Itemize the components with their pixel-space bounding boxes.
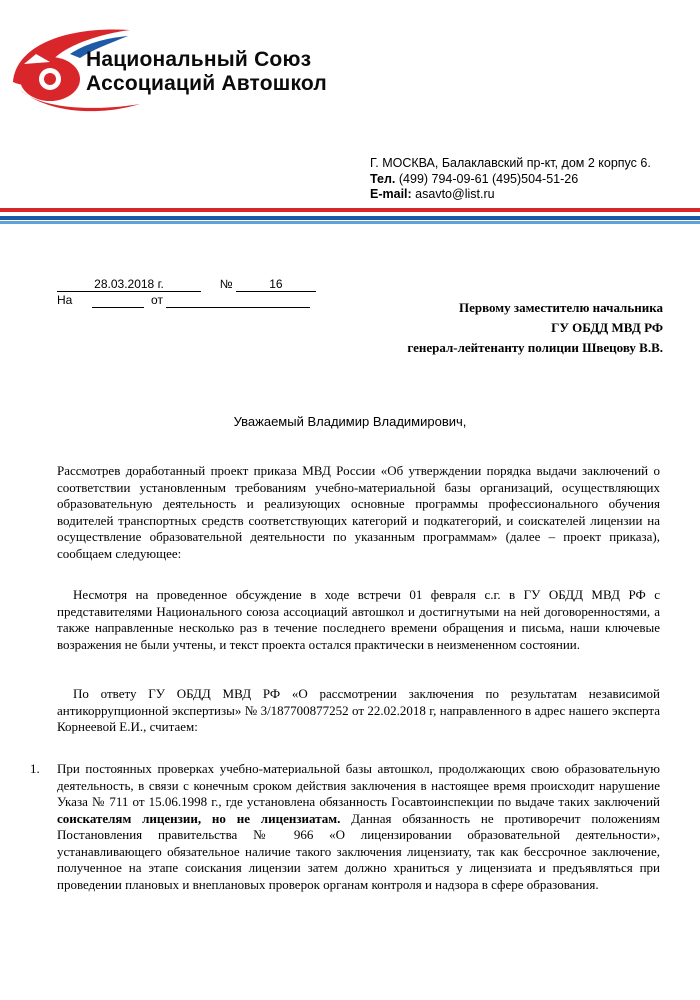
phone-label: Тел. <box>370 171 396 186</box>
paragraph-3: По ответу ГУ ОБДД МВД РФ «О рассмотрении заключения по результатам независимой антикоррупционной экспертизы» № 3/187700877252 от 22.02.2018 г, направленного в адрес нашего эксперта Корнеевой Е.И., считаем: <box>57 686 660 734</box>
email-value: asavto@list.ru <box>415 187 495 201</box>
paragraph-1: Рассмотрев доработанный проект приказа МВД России «Об утверждении порядка выдачи заключений о соответствии установленным требованиям учебно-материальной базы организаций, осуществляющих образовательную деятельность и реализующих основные программы профессионального обучения водителей транспортных средств соответствующих категорий и подкатегорий, и соискателей лицензии на осуществление образовательной деятельности по указанным программам» (далее – проект приказа), сообщаем следующее: <box>57 463 660 561</box>
header-stripe-light-blue <box>0 221 700 224</box>
list-item-number: 1. <box>30 761 40 776</box>
phone-value: (499) 794-09-61 (495)504-51-26 <box>398 171 579 186</box>
incoming-number-blank <box>92 294 144 308</box>
paragraph-2: Несмотря на проведенное обсуждение в ходе встречи 01 февраля с.г. в ГУ ОБДД МВД РФ с представителями Национального союза ассоциаций автошкол и достигнутыми на ней договоренностями, а также направленные несколько раз в течение последнего времени обращения и письма, наши ключевые возражения не были учтены, и текст проекта остался практически в неизмененном состоянии. <box>57 587 660 652</box>
email-line <box>370 187 651 203</box>
outgoing-number: 16 <box>236 278 316 292</box>
outgoing-date: 28.03.2018 г. <box>57 278 201 292</box>
addressee-block <box>407 298 663 358</box>
logo-line-1: Национальный Союз <box>86 48 312 71</box>
number-label: № <box>219 277 233 291</box>
incoming-reference <box>57 293 310 308</box>
email-label: E-mail: <box>370 187 412 201</box>
incoming-date-blank <box>166 294 310 308</box>
list-item-1 <box>57 761 660 893</box>
from-label: от <box>151 293 163 307</box>
addressee-line-2: ГУ ОБДД МВД РФ <box>551 320 663 335</box>
list-item-1-text-a: При постоянных проверках учебно-материальной базы автошкол, продолжающих свою образовательную деятельность, в связи с конечным сроком действия заключения в настоящее время происходит нарушение Указа № 711 от 15.06.1998 г., где установлена обязанность Госавтоинспекции по выдаче таких заключений <box>57 761 660 809</box>
salutation: Уважаемый Владимир Владимирович, <box>233 414 467 429</box>
list-item-1-bold: соискателям лицензии, но не лицензиатам. <box>57 810 341 826</box>
logo-line-2: Ассоциаций Автошкол <box>86 72 327 95</box>
association-logo-text <box>86 48 327 96</box>
addressee-line-3: генерал-лейтенанту полиции Швецову В.В. <box>407 340 663 355</box>
contact-block <box>370 156 651 203</box>
list-item-1-text-b: Данная обязанность не противоречит положениям Постановления правительства № 966 «О лицензировании образовательной деятельности», устанавливающего обязательное наличие такого заключения лицензиату, так как бессрочное заключение, полученное на этапе соискания лицензии затем должно храниться у лицензиата и предъявляться при проведении плановых и внеплановых проверок органам контроля и надзора в сфере образования. <box>57 810 660 892</box>
on-label: На <box>57 293 73 307</box>
outgoing-registration <box>57 277 316 292</box>
phone-line <box>370 172 651 188</box>
header-stripe-red <box>0 208 700 212</box>
header-stripe-blue <box>0 216 700 220</box>
address-line: Г. МОСКВА, Балаклавский пр-кт, дом 2 корпус 6. <box>370 156 651 170</box>
addressee-line-1: Первому заместителю начальника <box>458 300 663 315</box>
